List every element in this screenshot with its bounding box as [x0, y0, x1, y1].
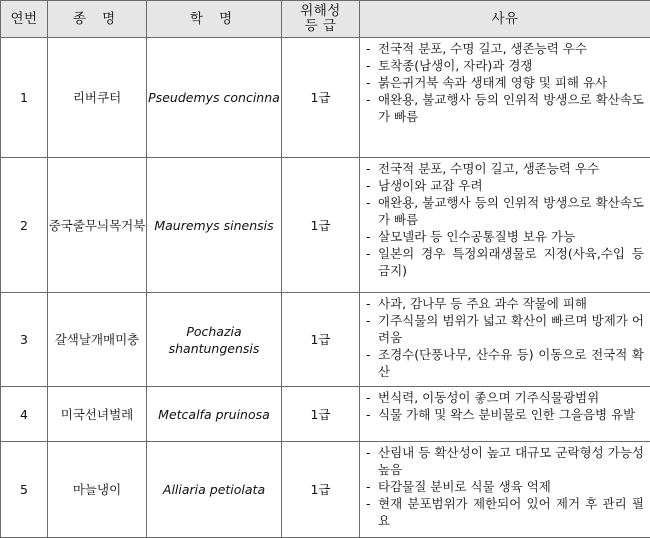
reason-item: - 일본의 경우 특정외래생물로 지정(사육,수입 등 금지) [364, 245, 644, 279]
table-row [1, 293, 650, 387]
table-row [1, 158, 650, 293]
scientific-name: Pochazia shantungensis [147, 293, 282, 387]
reason-list [364, 160, 644, 279]
reason-cell [360, 158, 650, 293]
scientific-name: Mauremys sinensis [147, 158, 282, 293]
reason-item: - 애완용, 불교행사 등의 인위적 방생으로 확산속도가 빠름 [364, 194, 644, 228]
species-name: 갈색날개매미충 [48, 293, 147, 387]
header-no: 연번 [1, 1, 48, 38]
risk-grade: 1급 [282, 38, 360, 158]
table-row [1, 442, 650, 538]
scientific-name: Alliaria petiolata [147, 442, 282, 538]
header-grade: 위해성 등 급 [282, 1, 360, 38]
reason-item: - 식물 가해 및 왁스 분비물로 인한 그을음병 유발 [364, 406, 644, 423]
row-number: 1 [1, 38, 48, 158]
species-name: 리버쿠터 [48, 38, 147, 158]
reason-cell [360, 38, 650, 158]
reason-list [364, 295, 644, 380]
scientific-name: Pseudemys concinna [147, 38, 282, 158]
reason-list [364, 389, 644, 423]
species-name: 마늘냉이 [48, 442, 147, 538]
reason-cell [360, 293, 650, 387]
reason-item: - 전국적 분포, 수명 길고, 생존능력 우수 [364, 40, 644, 57]
reason-item: - 애완용, 불교행사 등의 인위적 방생으로 확산속도가 빠름 [364, 91, 644, 125]
header-name: 종 명 [48, 1, 147, 38]
risk-grade: 1급 [282, 387, 360, 442]
risk-grade: 1급 [282, 158, 360, 293]
row-number: 3 [1, 293, 48, 387]
risk-grade: 1급 [282, 442, 360, 538]
table-header-row [1, 1, 650, 38]
row-number: 5 [1, 442, 48, 538]
table-row [1, 387, 650, 442]
header-scientific: 학 명 [147, 1, 282, 38]
scientific-name: Metcalfa pruinosa [147, 387, 282, 442]
reason-item: - 현재 분포범위가 제한되어 있어 제거 후 관리 필요 [364, 495, 644, 529]
row-number: 4 [1, 387, 48, 442]
species-name: 미국선녀벌레 [48, 387, 147, 442]
reason-item: - 산림내 등 확산성이 높고 대규모 군락형성 가능성 높음 [364, 444, 644, 478]
reason-item: - 타감물질 분비로 식물 생육 억제 [364, 478, 644, 495]
reason-list [364, 40, 644, 125]
reason-cell [360, 442, 650, 538]
reason-item: - 조경수(단풍나무, 산수유 등) 이동으로 전국적 확산 [364, 346, 644, 380]
risk-grade: 1급 [282, 293, 360, 387]
reason-item: - 사과, 감나무 등 주요 과수 작물에 피해 [364, 295, 644, 312]
reason-item: - 토착종(남생이, 자라)과 경쟁 [364, 57, 644, 74]
reason-item: - 번식력, 이동성이 좋으며 기주식물광범위 [364, 389, 644, 406]
reason-item: - 살모넬라 등 인수공통질병 보유 가능 [364, 228, 644, 245]
reason-item: - 붉은귀거북 속과 생태계 영향 및 피해 유사 [364, 74, 644, 91]
reason-item: - 전국적 분포, 수명이 길고, 생존능력 우수 [364, 160, 644, 177]
row-number: 2 [1, 158, 48, 293]
reason-item: - 남생이와 교잡 우려 [364, 177, 644, 194]
reason-list [364, 444, 644, 529]
reason-cell [360, 387, 650, 442]
header-reason: 사유 [360, 1, 650, 38]
species-name: 중국줄무늬목거북 [48, 158, 147, 293]
table-row [1, 38, 650, 158]
reason-item: - 기주식물의 범위가 넓고 확산이 빠르며 방제가 어려움 [364, 312, 644, 346]
